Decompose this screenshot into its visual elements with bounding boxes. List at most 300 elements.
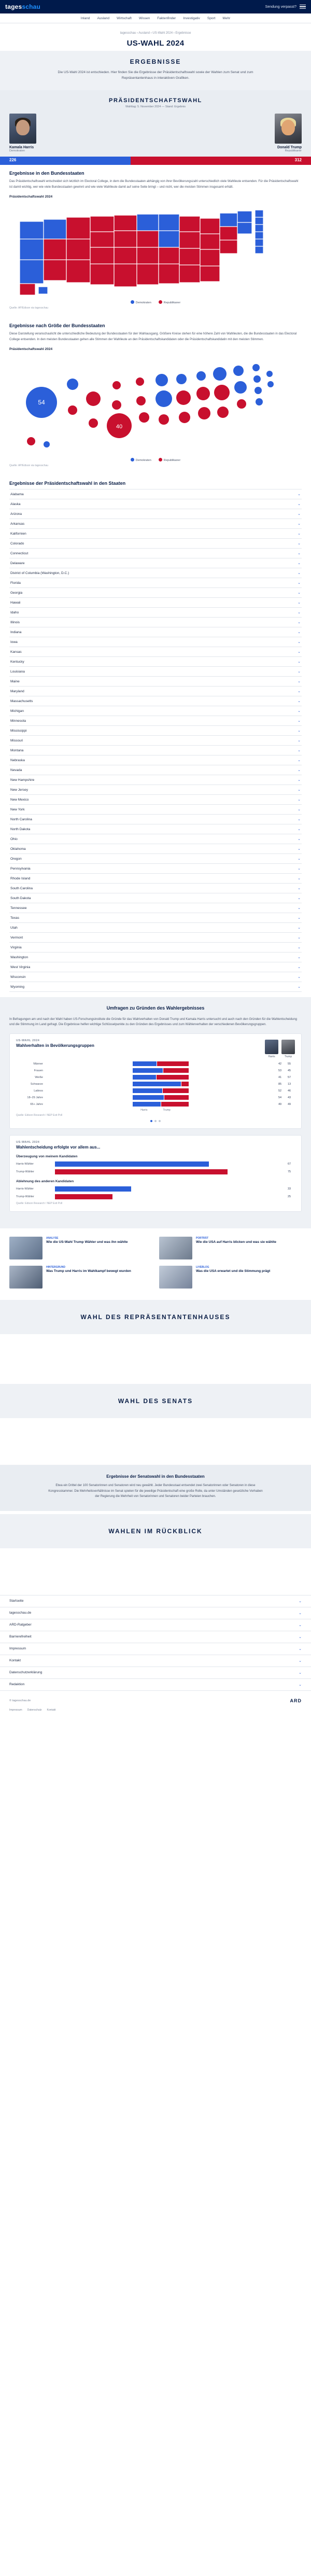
- footer-link-label: tagesschau.de: [9, 1611, 32, 1615]
- reason-bar-row: [16, 1186, 295, 1192]
- nav-item-investigativ[interactable]: Investigativ: [183, 17, 200, 20]
- state-label: Florida: [10, 581, 21, 585]
- bubble-section: [0, 315, 311, 472]
- state-label: Nevada: [10, 768, 22, 772]
- chevron-down-icon[interactable]: ⌄: [298, 906, 301, 911]
- electoral-votes-trump: 312: [294, 158, 302, 163]
- teaser-headline: Was die USA erwartet und die Stimmung prägt: [196, 1269, 271, 1273]
- state-row[interactable]: [9, 677, 302, 687]
- chevron-down-icon[interactable]: ⌄: [298, 542, 301, 546]
- group-bar-dem: [133, 1082, 181, 1086]
- chevron-down-icon[interactable]: ⌄: [298, 975, 301, 979]
- state-label: District of Columbia (Washington, D.C.): [10, 571, 69, 575]
- state-row[interactable]: [9, 953, 302, 962]
- chevron-down-icon[interactable]: ⌄: [298, 985, 301, 989]
- chevron-down-icon[interactable]: ⌄: [298, 502, 301, 507]
- state-row[interactable]: [9, 657, 302, 667]
- state-label: Missouri: [10, 738, 23, 743]
- chevron-down-icon[interactable]: ⌄: [298, 601, 301, 605]
- card-vote-reasons: [9, 1135, 302, 1212]
- state-label: Louisiana: [10, 669, 25, 674]
- senate-content-placeholder: [0, 1418, 311, 1465]
- state-row[interactable]: [9, 834, 302, 844]
- chevron-down-icon[interactable]: ⌄: [298, 808, 301, 812]
- nav-item-ausland[interactable]: Ausland: [97, 17, 109, 20]
- footer-link-label: ARD-Ratgeber: [9, 1623, 32, 1627]
- reason-bar-label: Trump-Wähler: [16, 1195, 34, 1199]
- state-label: New York: [10, 807, 25, 811]
- state-row[interactable]: [9, 903, 302, 913]
- state-row[interactable]: [9, 933, 302, 943]
- top-bar: [0, 0, 311, 13]
- breadcrumb: tagesschau › Ausland › US-Wahl 2024 › Ergebnisse: [120, 32, 191, 35]
- map-section: [0, 162, 311, 315]
- group-bar-label: Schwarze: [30, 1082, 43, 1086]
- teaser-thumbnail: [159, 1266, 192, 1289]
- state-row[interactable]: [9, 578, 302, 588]
- reason-bar-fill: [55, 1169, 228, 1174]
- group-bar-rep: [157, 1061, 189, 1066]
- state-label: Utah: [10, 926, 18, 930]
- states-accordion: [9, 489, 302, 992]
- footer-link-label: Datenschutzerklärung: [9, 1671, 43, 1675]
- card1-kicker: US-WAHL 2024: [16, 1039, 40, 1043]
- candidate-name-harris: Kamala Harris: [9, 146, 34, 150]
- state-row[interactable]: [9, 923, 302, 933]
- state-row[interactable]: [9, 736, 302, 746]
- state-label: Georgia: [10, 591, 23, 595]
- footer-copyright: © tagesschau.de: [9, 1699, 31, 1702]
- footer-small-link[interactable]: Kontakt: [47, 1708, 56, 1712]
- state-row[interactable]: [9, 775, 302, 785]
- state-label: Maryland: [10, 689, 24, 693]
- candidate-harris: [9, 114, 144, 152]
- presidential-section: [0, 90, 311, 162]
- chevron-down-icon[interactable]: ⌄: [298, 670, 301, 674]
- state-row[interactable]: [9, 854, 302, 864]
- state-row[interactable]: [9, 913, 302, 923]
- footer-link-label: Barrierefreiheit: [9, 1635, 32, 1639]
- group-bar-dem: [133, 1068, 163, 1073]
- teaser-kicker: PORTRÄT: [196, 1237, 209, 1240]
- results-intro-section: [0, 51, 311, 90]
- chevron-down-icon[interactable]: ⌄: [298, 749, 301, 753]
- legend-dem: Demokraten: [131, 300, 151, 304]
- state-row[interactable]: [9, 608, 302, 618]
- state-label: Indiana: [10, 630, 22, 634]
- card1-source: Quelle: Edison Research / NEP Exit Poll: [16, 1114, 63, 1117]
- legend-rep-bubble: Republikaner: [159, 458, 180, 462]
- state-row[interactable]: [9, 726, 302, 736]
- chevron-down-icon[interactable]: ⌄: [298, 768, 301, 773]
- state-row[interactable]: [9, 549, 302, 558]
- reason-bar-track: [55, 1186, 285, 1192]
- ard-logo: ARD: [290, 1698, 302, 1703]
- reason-rows-group-a: [16, 1161, 295, 1174]
- group-bar-rep: [161, 1102, 189, 1107]
- nav-item-wirtschaft[interactable]: Wirtschaft: [116, 17, 132, 20]
- state-label: North Carolina: [10, 817, 32, 821]
- group-bar-value-dem: 41: [278, 1075, 282, 1079]
- survey-heading: Umfragen zu Gründen des Wahlergebnisses: [106, 1005, 205, 1011]
- map-svg: [9, 201, 302, 299]
- group-bar-value-rep: 55: [288, 1062, 291, 1066]
- bubble-heading: Ergebnisse nach Größe der Bundesstaaten: [9, 323, 105, 329]
- chevron-down-icon[interactable]: ⌄: [298, 709, 301, 713]
- teaser-item[interactable]: [159, 1237, 302, 1259]
- chevron-down-icon[interactable]: ⌄: [298, 867, 301, 871]
- nav-item-inland[interactable]: Inland: [80, 17, 90, 20]
- group-bar-value-dem: 85: [278, 1082, 282, 1086]
- footer-bottom: [0, 1691, 311, 1707]
- state-label: North Dakota: [10, 827, 31, 831]
- group-bar-label: Latinos: [34, 1089, 43, 1093]
- footer-link-row[interactable]: [0, 1679, 311, 1691]
- chevron-down-icon[interactable]: ⌄: [299, 1659, 302, 1663]
- senate-section: [0, 1384, 311, 1418]
- reason-bar-track: [55, 1169, 285, 1174]
- teaser-item[interactable]: [9, 1266, 152, 1289]
- chevron-down-icon[interactable]: ⌄: [298, 650, 301, 654]
- reason-bar-value: 67: [288, 1163, 291, 1166]
- chevron-down-icon[interactable]: ⌄: [298, 571, 301, 576]
- house-heading: WAHL DES REPRÄSENTANTENHAUSES: [80, 1313, 231, 1321]
- state-row[interactable]: [9, 519, 302, 529]
- avatar-harris: [9, 114, 36, 144]
- state-row[interactable]: [9, 667, 302, 677]
- reason-bar-value: 75: [288, 1170, 291, 1174]
- mini-head-harris: [265, 1040, 278, 1058]
- state-row[interactable]: [9, 509, 302, 519]
- teaser-headline: Was Trump und Harris im Wahlkampf bewegt wurden: [46, 1269, 131, 1273]
- senate-heading: WAHL DES SENATS: [118, 1397, 193, 1405]
- state-row[interactable]: [9, 746, 302, 755]
- chevron-down-icon[interactable]: ⌄: [298, 729, 301, 733]
- card1-axis: [16, 1109, 295, 1112]
- group-bar-value-dem: 54: [278, 1096, 282, 1099]
- chevron-down-icon[interactable]: ⌄: [298, 956, 301, 960]
- state-row[interactable]: [9, 647, 302, 657]
- states-heading: Ergebnisse der Präsidentschaftswahl in den Staaten: [9, 481, 126, 486]
- state-label: South Dakota: [10, 896, 31, 900]
- chevron-down-icon[interactable]: ⌄: [298, 798, 301, 802]
- state-label: Arkansas: [10, 522, 25, 526]
- reason-bar-track: [55, 1194, 285, 1199]
- chevron-down-icon[interactable]: ⌄: [298, 936, 301, 940]
- state-row[interactable]: [9, 499, 302, 509]
- svg-text:40: 40: [116, 424, 123, 430]
- state-row[interactable]: [9, 884, 302, 893]
- group-bar-bars: [45, 1088, 276, 1093]
- card1-pagination-dots[interactable]: [16, 1120, 295, 1122]
- nav-item-faktenfinder[interactable]: Faktenfinder: [157, 17, 176, 20]
- state-label: Virginia: [10, 945, 22, 949]
- nav-item-mehr[interactable]: Mehr: [222, 17, 231, 20]
- state-label: Connecticut: [10, 551, 29, 555]
- chevron-down-icon[interactable]: ⌄: [299, 1671, 302, 1675]
- teaser-item[interactable]: [9, 1237, 152, 1259]
- chevron-down-icon[interactable]: ⌄: [298, 828, 301, 832]
- chevron-down-icon[interactable]: ⌄: [298, 837, 301, 842]
- footer-link-row[interactable]: [0, 1643, 311, 1655]
- chevron-down-icon[interactable]: ⌄: [298, 621, 301, 625]
- map-chart-label: Präsidentschaftswahl 2024: [9, 195, 53, 199]
- house-section: [0, 1300, 311, 1334]
- group-bar-rep: [164, 1095, 189, 1100]
- group-bar-dem: [133, 1088, 162, 1093]
- chevron-down-icon[interactable]: ⌄: [299, 1635, 302, 1639]
- reason-bar-row: [16, 1161, 295, 1167]
- state-label: New Hampshire: [10, 778, 35, 782]
- mini-head-trump-label: Trump: [284, 1055, 292, 1059]
- reason-bar-row: [16, 1194, 295, 1199]
- group-bar-value-rep: 57: [288, 1075, 291, 1079]
- group-bar-label: Frauen: [34, 1069, 43, 1072]
- state-row[interactable]: [9, 972, 302, 982]
- tagesschau-logo[interactable]: [5, 3, 40, 10]
- state-row[interactable]: [9, 815, 302, 824]
- results-heading: ERGEBNISSE: [130, 58, 181, 65]
- logo-text-first: tages: [5, 3, 22, 10]
- survey-intro: In Befragungen am und nach der Wahl haben US-Forschungsinstitute die Gründe für das Wahlverhalten von Donald Trump und Kamala Harris untersucht und auch nach den Gründen für die Wahlentscheidung und die Stimmung im Land gefragt. Die Ergebnisse helfen wichtige Schlüsselpunkte zu den Gründen des Ergebnisses und zum Wählerverhalten der verschiedenen Bevölkerungsgruppen.: [9, 1018, 297, 1027]
- chevron-down-icon[interactable]: ⌄: [298, 926, 301, 930]
- chevron-down-icon[interactable]: ⌄: [298, 965, 301, 970]
- card1-candidate-heads: [16, 1040, 295, 1058]
- state-label: Kalifornien: [10, 531, 26, 536]
- reason-bar-fill: [55, 1161, 209, 1167]
- mini-head-trump: [281, 1040, 295, 1058]
- state-label: New Mexico: [10, 797, 29, 802]
- group-bar-value-rep: 46: [288, 1089, 291, 1093]
- state-row[interactable]: [9, 893, 302, 903]
- state-row[interactable]: [9, 618, 302, 627]
- state-row[interactable]: [9, 716, 302, 726]
- nav-item-wissen[interactable]: Wissen: [138, 17, 150, 20]
- chevron-down-icon[interactable]: ⌄: [298, 788, 301, 792]
- group-bar-bars: [45, 1061, 276, 1066]
- reason-bar-value: 25: [288, 1195, 291, 1199]
- state-row[interactable]: [9, 943, 302, 953]
- card2-kicker: US-WAHL 2024: [16, 1141, 40, 1144]
- state-label: Colorado: [10, 541, 24, 545]
- presidential-subtitle: Wahltag: 5. November 2024 — Stand: Ergebnis: [125, 105, 186, 109]
- chevron-down-icon[interactable]: ⌄: [298, 719, 301, 723]
- state-row[interactable]: [9, 687, 302, 696]
- state-label: Texas: [10, 916, 19, 920]
- teaser-thumbnail: [9, 1266, 43, 1289]
- state-row[interactable]: [9, 637, 302, 647]
- nav-item-sport[interactable]: Sport: [207, 17, 216, 20]
- group-bar-row: [16, 1061, 295, 1066]
- bubble-source: Quelle: AP/Edison via tagesschau: [9, 464, 49, 468]
- bubble-chart-label: Präsidentschaftswahl 2024: [9, 347, 53, 352]
- chevron-down-icon[interactable]: ⌄: [298, 640, 301, 645]
- chevron-down-icon[interactable]: ⌄: [299, 1647, 302, 1651]
- group-bar-bars: [45, 1102, 276, 1107]
- candidate-party-trump: Republikaner: [285, 149, 302, 153]
- chevron-down-icon[interactable]: ⌄: [298, 739, 301, 743]
- chevron-down-icon[interactable]: ⌄: [298, 581, 301, 585]
- chevron-down-icon[interactable]: ⌄: [298, 946, 301, 950]
- group-bar-value-rep: 13: [288, 1082, 291, 1086]
- chevron-down-icon[interactable]: ⌄: [298, 778, 301, 782]
- footer-small-link[interactable]: Datenschutz: [27, 1708, 42, 1712]
- candidate-row: [0, 114, 311, 152]
- group-bar-value-rep: 49: [288, 1102, 291, 1106]
- state-label: Alabama: [10, 492, 24, 496]
- footer-link-list: [0, 1595, 311, 1691]
- state-row[interactable]: [9, 529, 302, 539]
- chevron-down-icon[interactable]: ⌄: [299, 1599, 302, 1603]
- us-choropleth-map[interactable]: [9, 201, 302, 299]
- state-row[interactable]: [9, 844, 302, 854]
- avatar-trump: [275, 114, 302, 144]
- state-row[interactable]: [9, 706, 302, 716]
- reason-bar-value: 33: [288, 1187, 291, 1191]
- group-bar-label: Männer: [33, 1062, 43, 1066]
- state-row[interactable]: [9, 558, 302, 568]
- footer-link-row[interactable]: [0, 1607, 311, 1619]
- state-label: New Jersey: [10, 788, 28, 792]
- state-row[interactable]: [9, 795, 302, 805]
- reason-rows-group-b: [16, 1186, 295, 1199]
- group-bar-dem: [133, 1095, 163, 1100]
- chevron-down-icon[interactable]: ⌄: [298, 818, 301, 822]
- chevron-down-icon[interactable]: ⌄: [298, 690, 301, 694]
- footer-link-row[interactable]: [0, 1655, 311, 1667]
- map-source: Quelle: AP/Edison via tagesschau: [9, 306, 49, 310]
- map-text: Das Präsidentschaftswahl entscheidet sich letztlich im Electoral College, in dem die Bundesstaaten abhängig von ihrer Bevölkerungszahl unterschiedlich viele Wahlleute entsenden. Für die Präsidentschaftswahl ist damit wichtig, wer wie viele Bundesstaaten gewinnt und wie viele Wahlleute damit auf seine Seite bringt – und nicht, wer die meisten Stimmen insgesamt erhält.: [9, 180, 299, 189]
- hamburger-icon[interactable]: [300, 5, 306, 9]
- group-bar-rep: [163, 1088, 189, 1093]
- teaser-item[interactable]: [159, 1266, 302, 1289]
- chevron-down-icon[interactable]: ⌄: [298, 591, 301, 595]
- chevron-down-icon[interactable]: ⌄: [298, 493, 301, 497]
- group-bar-value-dem: 42: [278, 1062, 282, 1066]
- chevron-down-icon[interactable]: ⌄: [298, 877, 301, 881]
- group-bar-bars: [45, 1082, 276, 1086]
- teaser-text: [196, 1266, 270, 1289]
- chevron-down-icon[interactable]: ⌄: [298, 552, 301, 556]
- chevron-down-icon[interactable]: ⌄: [298, 611, 301, 615]
- chevron-down-icon[interactable]: ⌄: [298, 897, 301, 901]
- group-bar-value-dem: 49: [278, 1102, 282, 1106]
- teaser-headline: Wie die US-Wahl Trump Wähler und was ihn wählte: [46, 1240, 128, 1244]
- chevron-down-icon[interactable]: ⌄: [299, 1683, 302, 1687]
- state-row[interactable]: [9, 874, 302, 884]
- chevron-down-icon[interactable]: ⌄: [299, 1611, 302, 1615]
- state-row[interactable]: [9, 785, 302, 795]
- footer-link-label: Startseite: [9, 1599, 24, 1603]
- chevron-down-icon[interactable]: ⌄: [298, 532, 301, 536]
- state-row[interactable]: [9, 627, 302, 637]
- chevron-down-icon[interactable]: ⌄: [298, 699, 301, 704]
- state-row[interactable]: [9, 489, 302, 499]
- reason-bar-label: Trump-Wähler: [16, 1170, 34, 1174]
- chevron-down-icon[interactable]: ⌄: [298, 759, 301, 763]
- axis-label-right: Trump: [163, 1109, 171, 1112]
- state-label: Massachusetts: [10, 699, 33, 703]
- state-row[interactable]: [9, 805, 302, 815]
- reason-bar-fill: [55, 1194, 112, 1199]
- state-row[interactable]: [9, 962, 302, 972]
- chevron-down-icon[interactable]: ⌄: [298, 887, 301, 891]
- state-row[interactable]: [9, 755, 302, 765]
- chevron-down-icon[interactable]: ⌄: [298, 522, 301, 526]
- state-row[interactable]: [9, 765, 302, 775]
- chevron-down-icon[interactable]: ⌄: [299, 1623, 302, 1627]
- state-label: Montana: [10, 748, 24, 752]
- footer-link-row[interactable]: [0, 1619, 311, 1631]
- reason-bar-row: [16, 1169, 295, 1174]
- legend-dem-bubble: Demokraten: [131, 458, 151, 462]
- candidate-party-harris: Demokraten: [9, 149, 25, 153]
- teaser-thumbnail: [159, 1237, 192, 1259]
- state-label: West Virginia: [10, 965, 31, 969]
- state-label: Delaware: [10, 561, 25, 565]
- state-label: Oregon: [10, 857, 22, 861]
- chevron-down-icon[interactable]: ⌄: [298, 857, 301, 861]
- state-row[interactable]: [9, 598, 302, 608]
- presidential-heading: PRÄSIDENTSCHAFTSWAHL: [109, 97, 202, 104]
- electoral-numbers: [0, 158, 311, 162]
- survey-section: [0, 997, 311, 1228]
- group-bar-dem: [133, 1075, 156, 1080]
- states-section: [0, 472, 311, 997]
- footer-link-row[interactable]: [0, 1631, 311, 1643]
- group-bar-row: [16, 1102, 295, 1107]
- candidate-trump: [167, 114, 302, 152]
- teaser-text: [196, 1237, 276, 1259]
- chevron-down-icon[interactable]: ⌄: [298, 562, 301, 566]
- chevron-down-icon[interactable]: ⌄: [298, 512, 301, 516]
- footer-link-row[interactable]: [0, 1667, 311, 1679]
- footer-link-label: Redaktion: [9, 1683, 25, 1687]
- group-bar-row: [16, 1075, 295, 1080]
- state-label: Wisconsin: [10, 975, 26, 979]
- state-row[interactable]: [9, 588, 302, 598]
- state-label: Vermont: [10, 935, 23, 940]
- senate-note: [0, 1465, 311, 1511]
- chevron-down-icon[interactable]: ⌄: [298, 631, 301, 635]
- state-row[interactable]: [9, 982, 302, 992]
- state-label: Arizona: [10, 512, 22, 516]
- state-row[interactable]: [9, 568, 302, 578]
- group-bar-value-dem: 53: [278, 1069, 282, 1072]
- group-bar-row: [16, 1095, 295, 1100]
- teaser-kicker: HINTERGRUND: [46, 1266, 65, 1269]
- state-label: Pennsylvania: [10, 866, 31, 871]
- state-row[interactable]: [9, 864, 302, 874]
- chevron-down-icon[interactable]: ⌄: [298, 680, 301, 684]
- state-row[interactable]: [9, 539, 302, 549]
- review-heading: WAHLEN IM RÜCKBLICK: [108, 1527, 203, 1535]
- footer-small-link[interactable]: Impressum: [9, 1708, 22, 1712]
- chevron-down-icon[interactable]: ⌄: [298, 847, 301, 851]
- senate-note-text: Etwa ein Drittel der 100 Senatorinnen und Senatoren wird neu gewählt. Jeder Bundesstaat entsendet zwei Senatorinnen oder Senatoren in diese Kongresskammer. Die Mehrheitsverhältnisse im Senat spielen für die jeweilige Präsidentschaft eine große Rolle, da unter Umständen gesetzliche Vorhaben der Regierung die Mehrheit von Senatorinnen und Senatoren beider Parteien brauchen.: [48, 1484, 263, 1499]
- state-label: Kansas: [10, 650, 22, 654]
- teaser-kicker: LIVEBLOG: [196, 1266, 209, 1269]
- group-bar-label: Weiße: [35, 1075, 43, 1079]
- group-bar-label: 65+ Jahre: [30, 1102, 43, 1106]
- state-row[interactable]: [9, 696, 302, 706]
- us-bubble-map[interactable]: [9, 353, 302, 457]
- footer-link-row[interactable]: [0, 1595, 311, 1607]
- chevron-down-icon[interactable]: ⌄: [298, 916, 301, 920]
- sendung-verpasst-link[interactable]: Sendung verpasst?: [265, 5, 296, 9]
- state-row[interactable]: [9, 824, 302, 834]
- chevron-down-icon[interactable]: ⌄: [298, 660, 301, 664]
